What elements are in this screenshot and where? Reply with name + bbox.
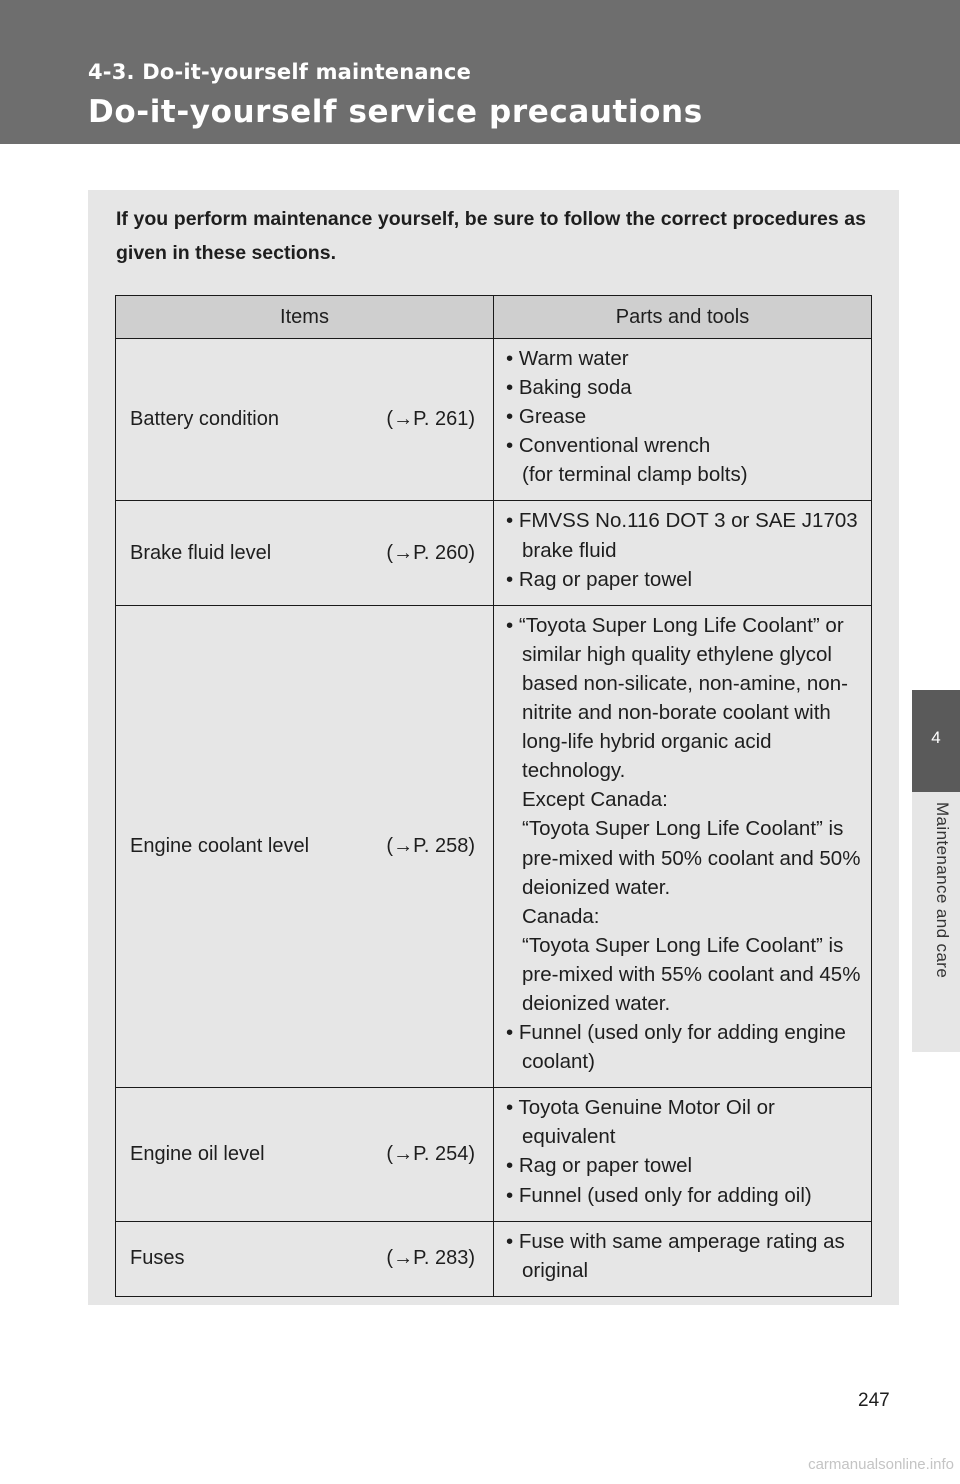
item-name: Battery condition [130, 408, 279, 431]
chapter-title: Maintenance and care [933, 802, 952, 979]
parts-list-item: Except Canada: [522, 788, 668, 812]
column-header-parts: Parts and tools [494, 296, 872, 339]
parts-list-item: • Rag or paper towel [506, 1154, 693, 1178]
maintenance-items-table [115, 295, 872, 1297]
table-row [116, 339, 872, 501]
item-cell [116, 605, 494, 1088]
item-name: Fuses [130, 1247, 185, 1270]
chapter-number: 4 [931, 728, 941, 747]
parts-list-item: • FMVSS No.116 DOT 3 or SAE J1703 brake fluid [506, 509, 858, 562]
parts-list-item: • Funnel (used only for adding engine coolant) [506, 1021, 846, 1074]
item-name: Engine oil level [130, 1142, 265, 1165]
page-title: Do-it-yourself service precautions [88, 94, 703, 130]
parts-cell [494, 501, 872, 605]
item-name: Brake fluid level [130, 541, 272, 564]
parts-list-item: “Toyota Super Long Life Coolant” is pre-mixed with 55% coolant and 45% deionized water. [522, 933, 861, 1015]
table-row [116, 605, 872, 1088]
parts-cell [494, 339, 872, 501]
parts-list-item: • “Toyota Super Long Life Coolant” or similar high quality ethylene glycol based non-silicate, non-amine, non-nitrite and non-borate coolant with long-life hybrid organic acid technology. [506, 613, 848, 783]
chapter-tab[interactable] [912, 690, 960, 792]
parts-list-item: • Conventional wrench [506, 434, 711, 458]
page-reference-link[interactable]: (→P. 260) [386, 541, 475, 564]
section-label: 4-3. Do-it-yourself maintenance [88, 60, 472, 84]
parts-list-item: (for terminal clamp bolts) [522, 463, 748, 487]
parts-cell [494, 1088, 872, 1221]
parts-list-item: • Warm water [506, 347, 629, 370]
column-header-items: Items [116, 296, 494, 339]
table-body [116, 339, 872, 1297]
parts-list-item: “Toyota Super Long Life Coolant” is pre-mixed with 50% coolant and 50% deionized water. [522, 817, 861, 899]
page-reference-link[interactable]: (→P. 283) [386, 1247, 475, 1270]
table-row [116, 1088, 872, 1221]
parts-list-item: • Grease [506, 405, 587, 429]
parts-list-item: Canada: [522, 904, 600, 928]
table-row [116, 501, 872, 605]
item-cell [116, 339, 494, 501]
item-name: Engine coolant level [130, 835, 310, 857]
intro-text: If you perform maintenance yourself, be sure to follow the correct procedures as given in these sections. [116, 208, 866, 264]
item-cell [116, 1088, 494, 1221]
table-header-row [116, 296, 872, 339]
parts-cell [494, 605, 872, 1088]
parts-list-item: • Rag or paper towel [506, 567, 693, 591]
watermark: carmanualsonline.info [808, 1456, 954, 1473]
item-cell [116, 1221, 494, 1296]
parts-list-item: • Baking soda [506, 376, 632, 400]
parts-list-item: • Fuse with same amperage rating as original [506, 1229, 845, 1282]
item-cell [116, 501, 494, 605]
page-reference-link[interactable]: (→P. 258) [386, 835, 475, 857]
page-reference-link[interactable]: (→P. 261) [386, 408, 475, 431]
page-number: 247 [858, 1390, 890, 1411]
parts-list-item: • Toyota Genuine Motor Oil or equivalent [506, 1096, 775, 1149]
parts-list-item: • Funnel (used only for adding oil) [506, 1183, 812, 1207]
table-row [116, 1221, 872, 1296]
page-reference-link[interactable]: (→P. 254) [386, 1142, 475, 1165]
parts-cell [494, 1221, 872, 1296]
